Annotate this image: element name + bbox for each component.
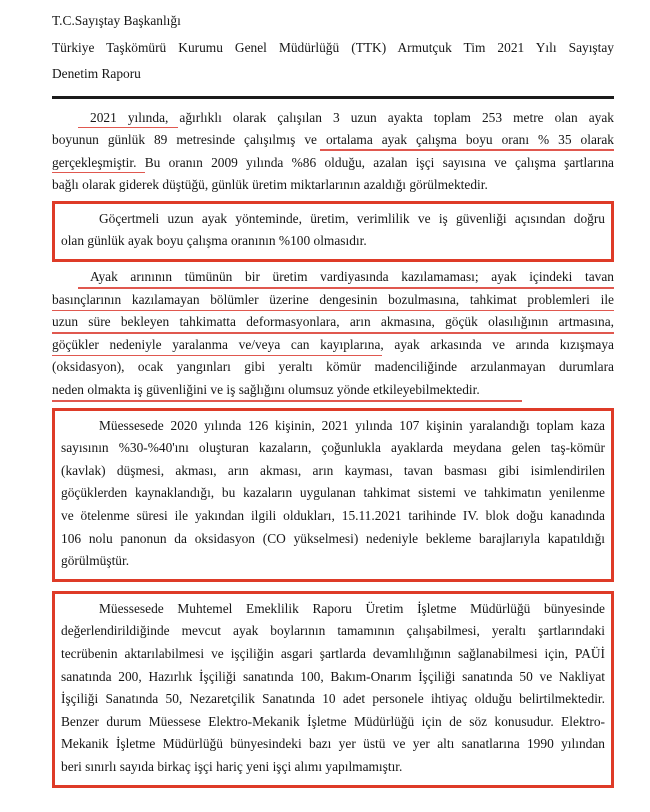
paragraph-line xyxy=(52,334,614,357)
document-header xyxy=(52,8,614,88)
line-text: 2021 yılında, ağırlıklı olarak çalışılan 3 uzun ayakta toplam 253 metre olan ayak xyxy=(90,109,614,125)
paragraph-p2 xyxy=(61,208,605,253)
line-text: boyunun günlük 89 metresinde çalışılmış ve ortalama ayak çalışma boyu oranı % 35 olarak xyxy=(52,132,614,148)
paragraph-line xyxy=(61,505,605,528)
paragraph-line xyxy=(52,379,614,402)
paragraph-line xyxy=(52,107,614,130)
paragraph-line xyxy=(61,756,605,779)
paragraph-line xyxy=(52,129,614,152)
paragraph-p5 xyxy=(61,598,605,779)
report-title-line-1: Türkiye Taşkömürü Kurumu Genel Müdürlüğü (TTK) Armutçuk Tim 2021 Yılı Sayıştay xyxy=(52,39,614,55)
line-text: 106 nolu panonun da oksidasyon (CO yükselmesi) nedeniyle bekleme barajlarıyla kapatıldığı xyxy=(61,530,605,546)
line-text: tecrübenin aktarılabilmesi ve işçiliğin asgari şartlarda devamlılığının sağlanabilmesi için, PAÜİ xyxy=(61,645,605,661)
paragraph-line xyxy=(61,482,605,505)
paragraph-line xyxy=(52,266,614,289)
line-text: Müessesede 2020 yılında 126 kişinin, 2021 yılında 107 kişinin yaralandığı toplam kaza xyxy=(99,417,605,433)
line-text: uzun süre bekleyen tahkimatta deformasyonlara, arın akmasına, göçük olasılığının artmasına, xyxy=(52,314,614,330)
paragraph-line xyxy=(52,356,614,379)
paragraph-line xyxy=(61,643,605,666)
line-text: (kavlak) düşmesi, akması, arın akması, arın kayması, tavan basması gibi isimlendirilen xyxy=(61,462,605,478)
line-text: olan günlük ayak boyu çalışma oranının %100 olmasıdır. xyxy=(61,233,367,249)
line-text: İşçiliği Sanatında 50, Nezaretçilik Sanatında 10 adet personele ihtiyaç olduğu belirtilmektedir. xyxy=(61,691,605,707)
highlight-box-p2 xyxy=(52,201,614,262)
line-text: sanatında 200, Hazırlık İşçiliği sanatında 100, Bakım-Onarım İşçiliği sanatında 50 ve Nakliyat xyxy=(61,668,605,684)
line-text: ve ötelenme süresi ile yakından ilgili oldukları, 15.11.2021 tarihinde IV. blok doğu kanadında xyxy=(61,508,605,523)
paragraph-line xyxy=(61,620,605,643)
line-text: (oksidasyon), ocak yangınları gibi yeraltı kömür madenciliğinde arzulanmayan durumlara xyxy=(52,359,614,375)
paragraph-line xyxy=(61,415,605,438)
line-text: basınçlarının kazılamayan bölümler üzerine dengesinin bozulmasına, tahkimat problemleri ile xyxy=(52,291,614,307)
paragraph-line xyxy=(61,437,605,460)
line-text: bağlı olarak giderek düştüğü, günlük üretim miktarlarının azaldığı görülmektedir. xyxy=(52,177,488,193)
report-title-line-2: Denetim Raporu xyxy=(52,66,141,81)
line-text: görülmüştür. xyxy=(61,553,130,569)
paragraph-line xyxy=(61,598,605,621)
line-text: neden olmakta iş güvenliğini ve iş sağlığını olumsuz yönde etkileyebilmektedir. xyxy=(52,382,480,398)
paragraph-p4 xyxy=(61,415,605,573)
paragraph-line xyxy=(61,666,605,689)
line-text: Mekanik İşletme Müdürlüğü bünyesindeki bazı yer üstü ve yer altı sanatlarına 1990 yılından xyxy=(61,736,605,752)
line-text: Benzer durum Müessese Elektro-Mekanik İşletme Müdürlüğü için de söz konusudur. Elektro- xyxy=(61,713,605,729)
line-text: göçüklerden kaynaklandığı, bu kazaların uygulanan tahkimat sistemi ve tahkimatın yenilenme xyxy=(61,485,605,501)
red-underline xyxy=(320,149,614,151)
paragraph-line xyxy=(61,460,605,483)
paragraph-line xyxy=(52,289,614,312)
header-divider-rule xyxy=(52,96,614,99)
red-underline xyxy=(52,400,522,402)
line-text: değerlendirildiğinde mevcut ayak boylarının tamamının çalışabilmesi, yeraltı şartlarındaki xyxy=(61,623,605,639)
highlight-box-p4 xyxy=(52,408,614,582)
red-underline xyxy=(78,127,178,129)
paragraph-line xyxy=(61,230,605,253)
line-text: sayısının %30-%40'ını oluşturan kazaların, çoğunlukla ayaklarda meydana gelen taş-kömür xyxy=(61,440,605,456)
line-text: Göçertmeli uzun ayak yönteminde, üretim, verimlilik ve iş güvenliği açısından doğru xyxy=(99,210,605,226)
paragraph-line xyxy=(61,208,605,231)
paragraph-line xyxy=(61,733,605,756)
red-underline xyxy=(52,172,145,174)
paragraph-line xyxy=(52,174,614,197)
paragraph-line xyxy=(52,311,614,334)
document-content xyxy=(52,8,614,791)
paragraph-line xyxy=(61,528,605,551)
line-text: gerçekleşmiştir. Bu oranın 2009 yılında %86 olduğu, azalan işçi sayısına ve çalışma şartlarına xyxy=(52,154,614,170)
institution-name: T.C.Sayıştay Başkanlığı xyxy=(52,13,181,28)
paragraph-line xyxy=(61,688,605,711)
paragraph-p1 xyxy=(52,107,614,197)
line-text: Ayak arınının tümünün bir üretim vardiyasında kazılamaması; ayak içindeki tavan xyxy=(90,269,614,285)
paragraph-line xyxy=(52,152,614,175)
paragraph-line xyxy=(61,550,605,573)
line-text: beri sınırlı sayıda birkaç işçi hariç yeni işçi alımı yapılmamıştır. xyxy=(61,758,403,774)
paragraph-p3 xyxy=(52,266,614,402)
highlight-box-p5 xyxy=(52,591,614,788)
line-text: Müessesede Muhtemel Emeklilik Raporu Üretim İşletme Müdürlüğü bünyesinde xyxy=(99,600,605,616)
paragraph-line xyxy=(61,711,605,734)
line-text: göçükler nedeniyle yaralanma ve/veya can kayıplarına, ayak arkasında ve arında kızışmaya xyxy=(52,336,614,352)
